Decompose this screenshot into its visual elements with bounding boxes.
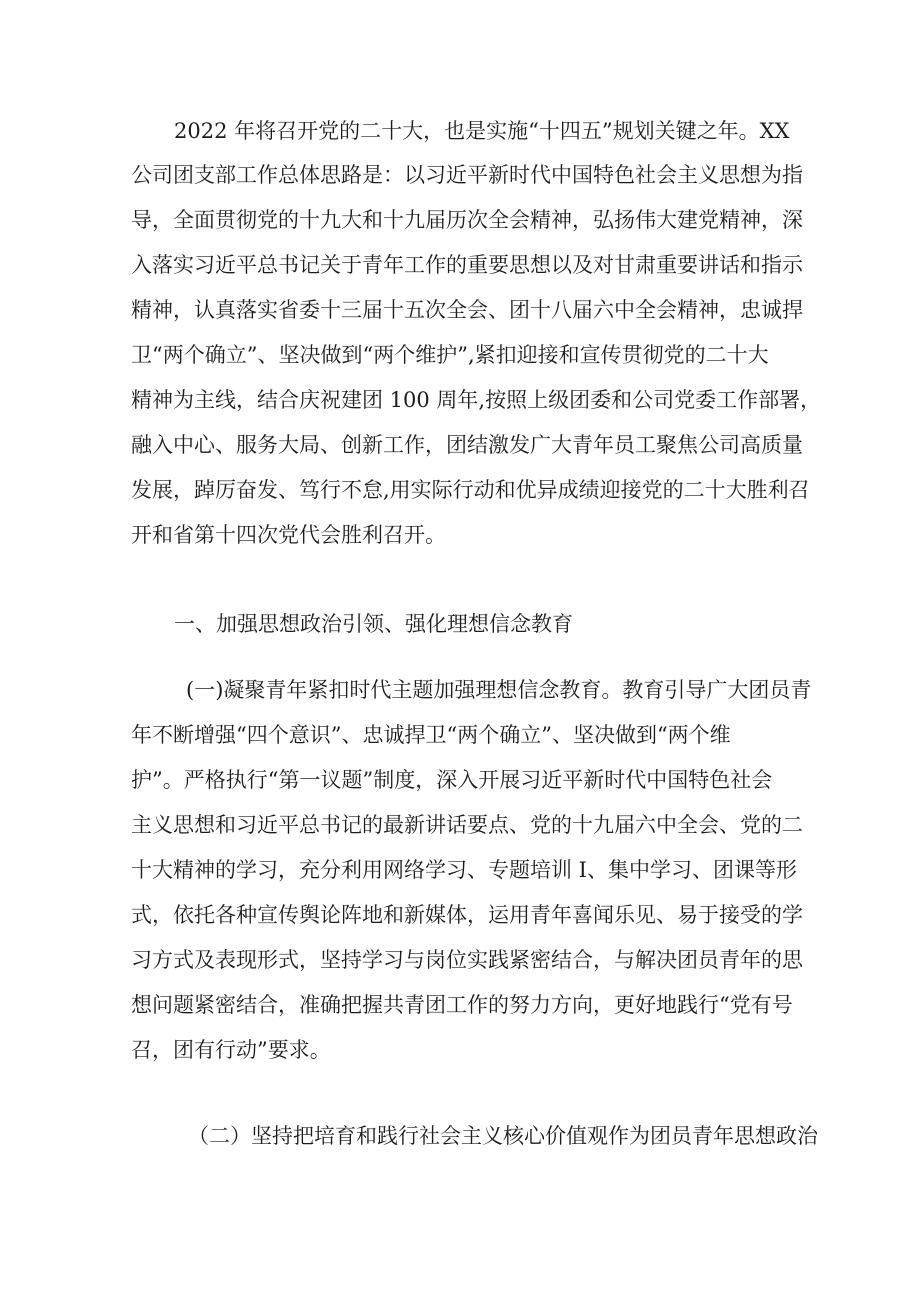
paragraph-1-line-5: 精神，认真落实省委十三届十五次全会、团十八届六中全会精神，忠诚捍 bbox=[131, 298, 803, 322]
paragraph-1-line-1: 2022 年将召开党的二十大，也是实施“十四五”规划关键之年。XX bbox=[174, 119, 790, 143]
section-heading-1: 一、加强思想政治引领、强化理想信念教育 bbox=[174, 612, 573, 636]
paragraph-2-line-6: 式，依托各种宣传舆论阵地和新媒体，运用青年喜闻乐见、易于接受的学 bbox=[131, 903, 803, 927]
paragraph-1-line-6: 卫“两个确立”、坚决做到“两个维护”,紧扣迎接和宣传贯彻党的二十大 bbox=[131, 343, 769, 367]
paragraph-1-line-7: 精神为主线，结合庆祝建团 100 周年,按照上级团委和公司党委工作部署， bbox=[131, 388, 822, 412]
paragraph-2-line-2: 年不断增强“四个意识”、忠诚捍卫“两个确立”、坚决做到“两个维 bbox=[131, 723, 731, 747]
paragraph-1-line-9: 发展，踔厉奋发、笃行不怠,用实际行动和优异成绩迎接党的二十大胜利召 bbox=[131, 478, 810, 502]
paragraph-2-line-1: (一)凝聚青年紧扣时代主题加强理想信念教育。教育引导广大团员青 bbox=[186, 678, 812, 702]
paragraph-1-line-10: 开和省第十四次党代会胜利召开。 bbox=[131, 523, 446, 547]
paragraph-2-line-9: 召，团有行动”要求。 bbox=[131, 1038, 331, 1062]
paragraph-2-line-8: 想问题紧密结合，准确把握共青团工作的努力方向，更好地践行“党有号 bbox=[131, 993, 793, 1017]
paragraph-2-line-5: 十大精神的学习，充分利用网络学习、专题培训 I、集中学习、团课等形 bbox=[131, 858, 797, 882]
paragraph-1-line-4: 入落实习近平总书记关于青年工作的重要思想以及对甘肃重要讲话和指示 bbox=[131, 253, 803, 277]
paragraph-1-line-8: 融入中心、服务大局、创新工作，团结激发广大青年员工聚焦公司高质量 bbox=[131, 433, 803, 457]
paragraph-1-line-2: 公司团支部工作总体思路是：以习近平新时代中国特色社会主义思想为指 bbox=[131, 163, 803, 187]
paragraph-2-line-3: 护”。严格执行“第一议题”制度，深入开展习近平新时代中国特色社会 bbox=[131, 768, 773, 792]
paragraph-1-line-3: 导，全面贯彻党的十九大和十九届历次全会精神，弘扬伟大建党精神，深 bbox=[131, 208, 803, 232]
paragraph-2-line-7: 习方式及表现形式，坚持学习与岗位实践紧密结合，与解决团员青年的思 bbox=[131, 948, 803, 972]
paragraph-2-line-4: 主义思想和习近平总书记的最新讲话要点、党的十九届六中全会、党的二 bbox=[131, 813, 803, 837]
paragraph-3-line-1: （二）坚持把培育和践行社会主义核心价值观作为团员青年思想政治 bbox=[188, 1124, 818, 1148]
